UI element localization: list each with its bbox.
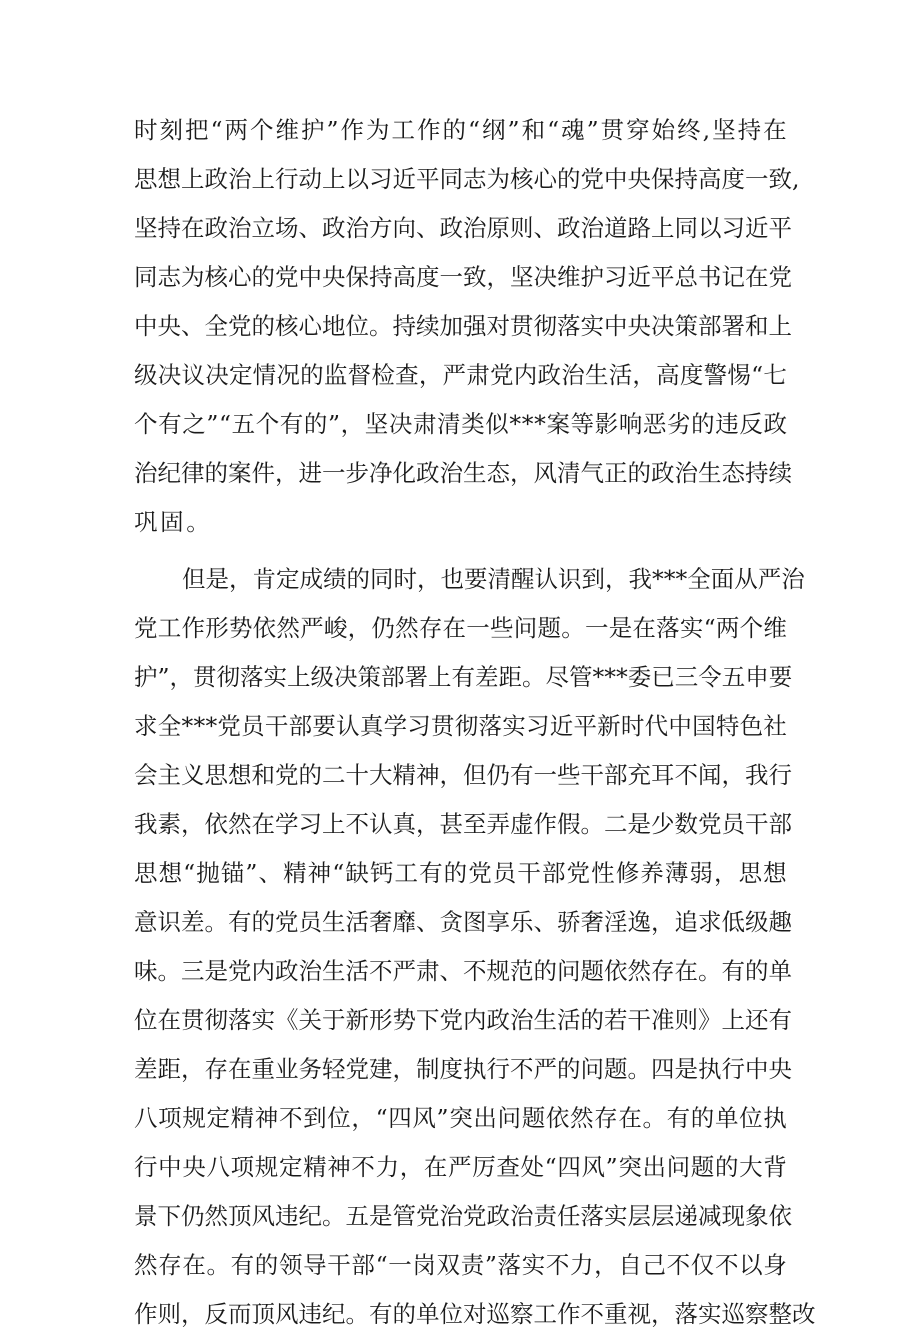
paragraph-first-line: 但 是 ， 肯 定 成 绩 的 同 时 ， 也 要 清 醒 认 识 到 ， 我 * * * 全 面 从 严 治 — [182, 565, 805, 593]
text-line: 味 。 三 是 党 内 政 治 生 活 不 严 肃 、 不 规 范 的 问 题 依 然 存 在 。 有 的 单 — [134, 957, 792, 985]
text-line: 党 工 作 形 势 依 然 严 峻 ， 仍 然 存 在 一 些 问 题 。 一 是 在 落 实 “ 两 个 维 — [134, 614, 787, 642]
text-line: 思 想 “ 抛 锚 ” 、 精 神 “ 缺 钙 工 有 的 党 员 干 部 党 性 修 养 薄 弱 ， 思 想 — [134, 859, 787, 887]
text-line: 会 主 义 思 想 和 党 的 二 十 大 精 神 ， 但 仍 有 一 些 干 部 充 耳 不 闻 ， 我 行 — [134, 761, 792, 789]
text-line: 个 有 之 ” “ 五 个 有 的 ” ， 坚 决 肃 清 类 似 * * * 案 等 影 响 恶 劣 的 违 反 政 — [134, 410, 787, 438]
text-line: 行 中 央 八 项 规 定 精 神 不 力 ， 在 严 厉 查 处 “ 四 风 ” 突 出 问 题 的 大 背 — [134, 1153, 787, 1181]
text-line: 景 下 仍 然 顶 风 违 纪 。 五 是 管 党 治 党 政 治 责 任 落 实 层 层 递 减 现 象 依 — [134, 1202, 792, 1230]
text-line: 位 在 贯 彻 落 实 《 关 于 新 形 势 下 党 内 政 治 生 活 的 若 干 准 则 》 上 还 有 — [134, 1006, 792, 1034]
text-line: 同 志 为 核 心 的 党 中 央 保 持 高 度 一 致 ， 坚 决 维 护 习 近 平 总 书 记 在 党 — [134, 263, 792, 291]
text-line: 作 则 ， 反 而 顶 风 违 纪 。 有 的 单 位 对 巡 察 工 作 不 重 视 ， 落 实 巡 察 整 改 — [134, 1300, 816, 1328]
text-line: 然 存 在 。 有 的 领 导 干 部 “ 一 岗 双 责 ” 落 实 不 力 ， 自 己 不 仅 不 以 身 — [134, 1251, 787, 1279]
text-line: 差 距 ， 存 在 重 业 务 轻 党 建 ， 制 度 执 行 不 严 的 问 题 。 四 是 执 行 中 央 — [134, 1055, 792, 1083]
text-line: 级 决 议 决 定 情 况 的 监 督 检 查 ， 严 肃 党 内 政 治 生 活 ， 高 度 警 惕 “ 七 — [134, 361, 787, 389]
text-line: 我 素 ， 依 然 在 学 习 上 不 认 真 ， 甚 至 弄 虚 作 假 。 二 是 少 数 党 员 干 部 — [134, 810, 792, 838]
text-line: 坚 持 在 政 治 立 场 、 政 治 方 向 、 政 治 原 则 、 政 治 道 路 上 同 以 习 近 平 — [134, 214, 792, 242]
text-line: 巩固。 — [134, 508, 213, 536]
text-line: 护 ” ， 贯 彻 落 实 上 级 决 策 部 署 上 有 差 距 。 尽 管 * * * 委 已 三 令 五 申 要 — [134, 663, 793, 691]
text-line: 求 全 * * * 党 员 干 部 要 认 真 学 习 贯 彻 落 实 习 近 平 新 时 代 中 国 特 色 社 — [134, 712, 787, 740]
text-line: 治 纪 律 的 案 件 ， 进 一 步 净 化 政 治 生 态 ， 风 清 气 正 的 政 治 生 态 持 续 — [134, 459, 792, 487]
text-line: 中 央 、 全 党 的 核 心 地 位 。 持 续 加 强 对 贯 彻 落 实 中 央 决 策 部 署 和 上 — [134, 312, 792, 340]
text-line: 八 项 规 定 精 神 不 到 位 ， “ 四 风 ” 突 出 问 题 依 然 存 在 。 有 的 单 位 执 — [134, 1104, 787, 1132]
text-line: 意 识 差 。 有 的 党 员 生 活 奢 靡 、 贪 图 享 乐 、 骄 奢 淫 逸 ， 追 求 低 级 趣 — [134, 908, 792, 936]
text-line: 时 刻 把 “ 两 个 维 护 ” 作 为 工 作 的 “ 纲 ” 和 “ 魂 ” 贯 穿 始 终 , 坚 持 在 — [134, 116, 787, 144]
text-line: 思 想 上 政 治 上 行 动 上 以 习 近 平 同 志 为 核 心 的 党 中 央 保 持 高 度 一 致 , — [134, 165, 800, 193]
